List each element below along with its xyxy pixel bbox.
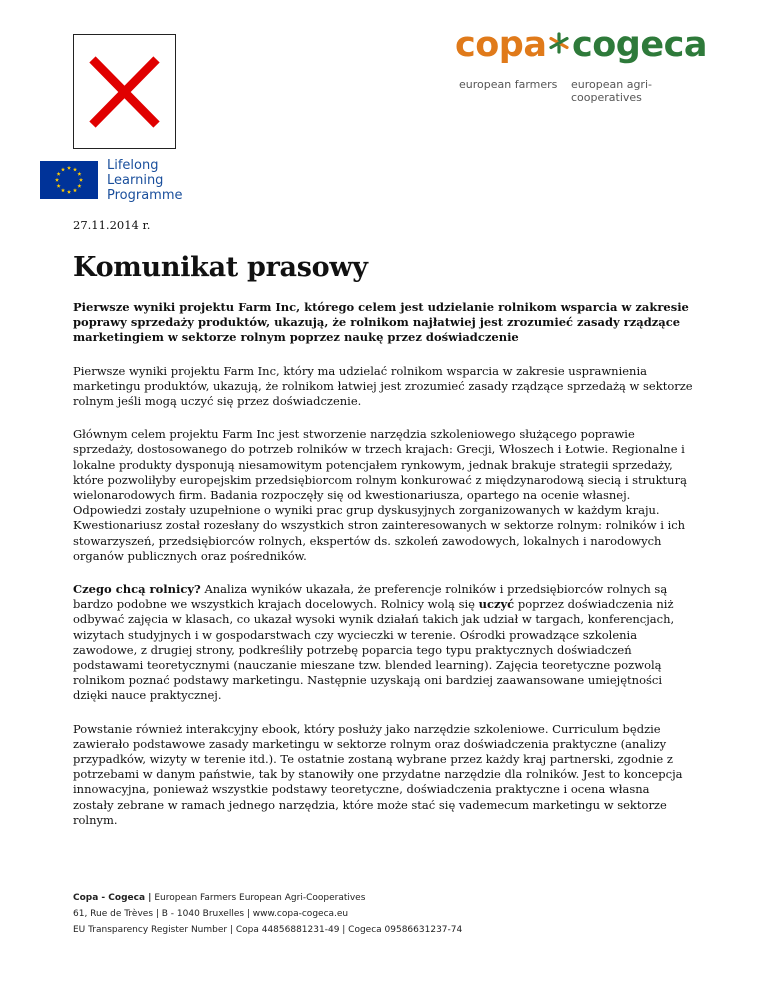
lead-paragraph: Pierwsze wyniki projektu Farm Inc, którego celem jest udzielanie rolnikom wsparcia w zakresie poprawy sprzedaży produktów, ukazują, że rolnikom najłatwiej jest zrozumieć zasady rządzące marketingiem w sektorze rolnym poprzez naukę przez doświadczenie bbox=[73, 300, 689, 345]
footer-org-name: Copa - Cogeca | bbox=[73, 893, 152, 903]
page-title: Komunikat prasowy bbox=[73, 252, 368, 283]
missing-image-placeholder bbox=[73, 34, 176, 149]
llp-title bbox=[107, 158, 183, 203]
paragraph-2: Głównym celem projektu Farm Inc jest stworzenie narzędzia szkoleniowego służącego poprawie sprzedaży, dostosowanego do potrzeb rolników w trzech krajach: Grecji, Włoszech i Łotwie. Regionalne i lokalne produkty dysponują niesamowitym potencjałem rynkowym, jednak brakuje strategii sprzedaży, które pozwoliłyby europejskim przedsiębiorcom rolnym konkurować z międzynarodową siecią i strukturą wielonarodowych firm. Badania rozpoczęły się od kwestionariusza, opartego na ocenie własnej. Odpowiedzi zostały uzupełnione o wyniki prac grup dyskusyjnych zorganizowanych w każdym kraju. Kwestionariusz został rozesłany do wszystkich stron zainteresowanych w sektorze rolnym: rolników i ich stowarzyszeń, przedsiębiorców rolnych, ekspertów ds. szkoleń zawodowych, lokalnych i narodowych organów publicznych oraz pośredników. bbox=[73, 427, 687, 563]
footer-address: 61, Rue de Trèves | B - 1040 Bruxelles | www.copa-cogeca.eu bbox=[73, 909, 349, 919]
paragraph-4: Powstanie również interakcyjny ebook, który posłuży jako narzędzie szkoleniowe. Curriculum będzie zawierało podstawowe zasady marketingu w sektorze rolnym oraz doświadczenia praktyczne (analizy przypadków, wizyty w terenie itd.). Te ostatnie zostaną wybrane przez każdy kraj partnerski, zgodnie z potrzebami w danym państwie, tak by stanowiły one przydatne narzędzie dla rolników. Jest to koncepcja innowacyjna, ponieważ wszystkie podstawy teoretyczne, doświadczenia praktyczne i ocena własna zostały zebrane w ramach jednego narzędzia, które może stać się vademecum marketingu w sektorze rolnym. bbox=[73, 721, 683, 827]
eu-flag-icon bbox=[40, 161, 98, 199]
paragraph-3-heading: Czego chcą rolnicy? bbox=[73, 582, 201, 597]
copa-subtitle: european farmers bbox=[459, 78, 558, 91]
paragraph-3-emphasis: uczyć bbox=[478, 597, 515, 612]
footer-org-desc: European Farmers European Agri-Cooperatives bbox=[151, 893, 366, 903]
footer-register: EU Transparency Register Number | Copa 44856881231-49 | Cogeca 09586631237-74 bbox=[73, 925, 463, 935]
llp-line-1: Lifelong bbox=[107, 158, 159, 173]
paragraph-3-text-b: poprzez doświadczenia niż odbywać zajęcia w klasach, co ukazał wysoki wynik działań takich jak udział w targach, konferencjach, wizytach studyjnych i w gospodarstwach czy wycieczki w terenie. Ośrodki prowadzące szkolenia zawodowe, z drugiej strony, podkreśliły potrzebę poparcia tego typu praktycznych doświadczeń podstawami teoretycznymi (nauczanie mieszane tzw. blended learning). Zajęcia teoretyczne pozwolą rolnikom poznać podstawy marketingu. Następnie uzyskają oni bardziej zaawansowane umiejętności dzięki nauce praktycznej. bbox=[73, 597, 675, 703]
copa-cogeca-logo bbox=[455, 25, 715, 104]
copa-wordmark: copa bbox=[455, 25, 547, 65]
paragraph-3 bbox=[73, 582, 693, 704]
llp-line-3: Programme bbox=[107, 188, 183, 203]
cogeca-wordmark: cogeca bbox=[572, 25, 707, 65]
footer-org-line bbox=[73, 890, 462, 906]
red-x-icon bbox=[74, 35, 175, 148]
article-body bbox=[73, 300, 693, 846]
footer bbox=[73, 890, 462, 938]
llp-line-2: Learning bbox=[107, 173, 164, 188]
press-release-date: 27.11.2014 r. bbox=[73, 218, 151, 232]
cogeca-subtitle: european agri-cooperatives bbox=[571, 78, 652, 104]
paragraph-1: Pierwsze wyniki projektu Farm Inc, który ma udzielać rolnikom wsparcia w zakresie usprawnienia marketingu produktów, ukazują, że rolnikom łatwiej jest zrozumieć zasady rządzące sprzedażą w sektorze rolnym jeśli mogą uczyć się przez doświadczenie. bbox=[73, 363, 693, 409]
paragraph-3-text-a: Analiza wyników ukazała, że preferencje rolników i przedsiębiorców rolnych są bardzo podobne we wszystkich krajach docelowych. Rolnicy wolą się bbox=[73, 582, 668, 612]
asterisk-logo-icon bbox=[547, 31, 571, 55]
